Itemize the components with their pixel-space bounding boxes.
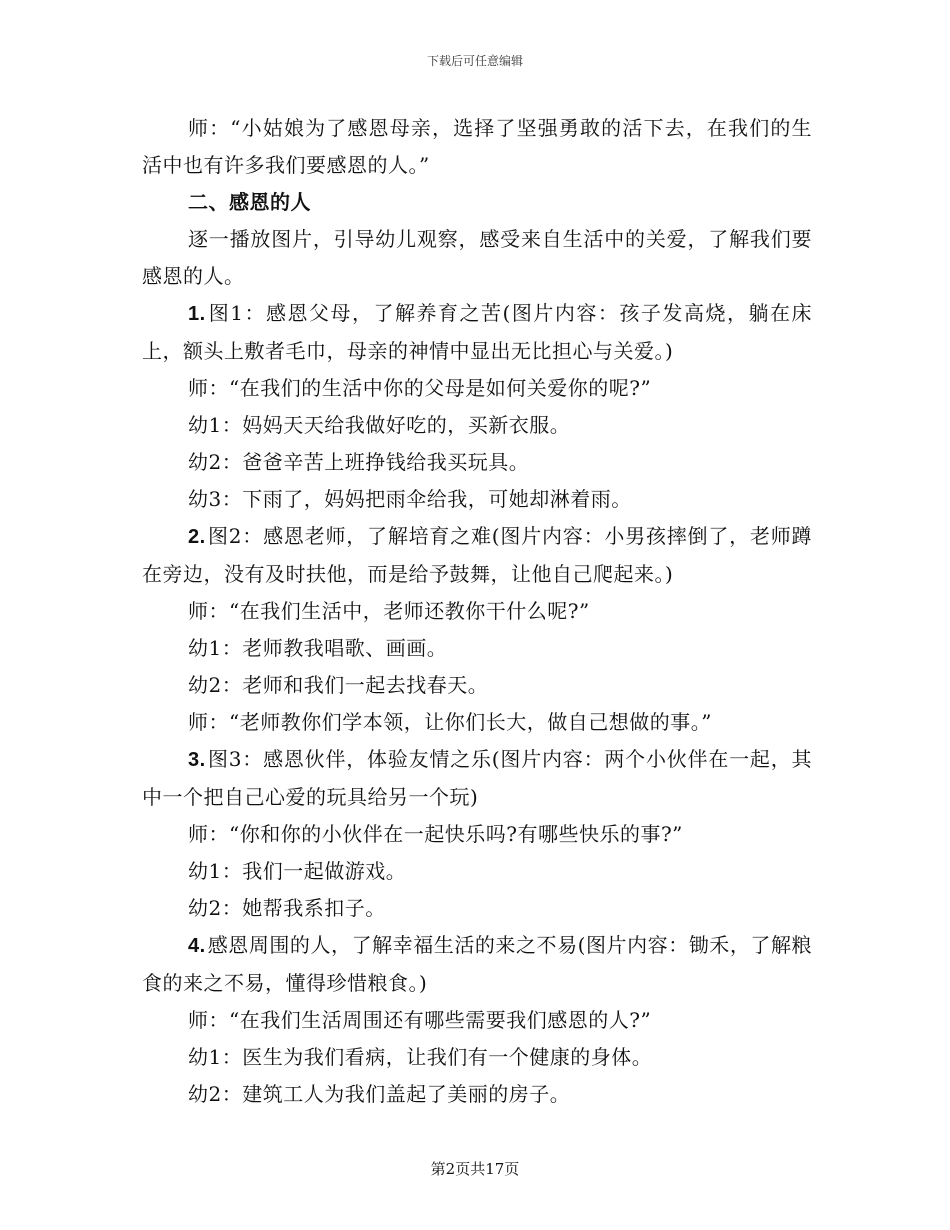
list-item [142,295,812,370]
paragraph: 逐一播放图片，引导幼儿观察，感受来自生活中的关爱，了解我们要感恩的人。 [142,227,812,288]
paragraph: 幼3：下雨了，妈妈把雨伞给我，可她却淋着雨。 [188,487,632,511]
item-text: 图1：感恩父母，了解养育之苦(图片内容：孩子发高烧，躺在床上，额头上敷者毛巾，母亲的神情中显出无比担心与关爱。) [142,301,812,363]
list-item [142,518,812,593]
paragraph: 师：“在我们的生活中你的父母是如何关爱你的呢?” [188,376,652,400]
paragraph: 幼2：她帮我系扣子。 [188,896,386,920]
paragraph: 幼2：建筑工人为我们盖起了美丽的房子。 [188,1082,571,1106]
list-item [142,741,812,816]
item-text: 图3：感恩伙伴，体验友情之乐(图片内容：两个小伙伴在一起，其中一个把自己心爱的玩具给另一个玩) [142,747,812,809]
page-header: 下载后可任意编辑 [426,54,523,68]
item-text: 感恩周围的人，了解幸福生活的来之不易(图片内容：锄禾，了解粮食的来之不易，懂得珍惜粮食。) [142,933,812,995]
section-heading: 二、感恩的人 [188,190,311,214]
paragraph: 幼1：妈妈天天给我做好吃的，买新衣服。 [188,413,571,437]
paragraph: 师：“在我们生活中，老师还教你干什么呢?” [188,599,590,623]
paragraph: 幼1：我们一起做游戏。 [188,859,407,883]
item-text: 图2：感恩老师，了解培育之难(图片内容：小男孩摔倒了，老师蹲在旁边，没有及时扶他，而是给予鼓舞，让他自己爬起来。) [142,524,812,586]
paragraph: 师：“在我们生活周围还有哪些需要我们感恩的人?” [188,1008,652,1032]
paragraph: 幼1：老师教我唱歌、画画。 [188,636,448,660]
item-number: 1. [188,303,206,325]
item-number: 4. [188,935,206,957]
list-item [142,927,812,1002]
paragraph: 师：“你和你的小伙伴在一起快乐吗?有哪些快乐的事?” [188,822,683,846]
paragraph: 师：“老师教你们学本领，让你们长大，做自己想做的事。” [188,710,712,734]
paragraph: 师：“小姑娘为了感恩母亲，选择了坚强勇敢的活下去，在我们的生活中也有许多我们要感恩的人。” [142,116,812,177]
document-body [142,110,812,1113]
paragraph: 幼2：爸爸辛苦上班挣钱给我买玩具。 [188,450,530,474]
item-number: 2. [188,526,206,548]
paragraph: 幼2：老师和我们一起去找春天。 [188,673,489,697]
item-number: 3. [188,749,206,771]
paragraph: 幼1：医生为我们看病，让我们有一个健康的身体。 [188,1045,653,1069]
page-footer: 第2页共17页 [430,1160,520,1178]
